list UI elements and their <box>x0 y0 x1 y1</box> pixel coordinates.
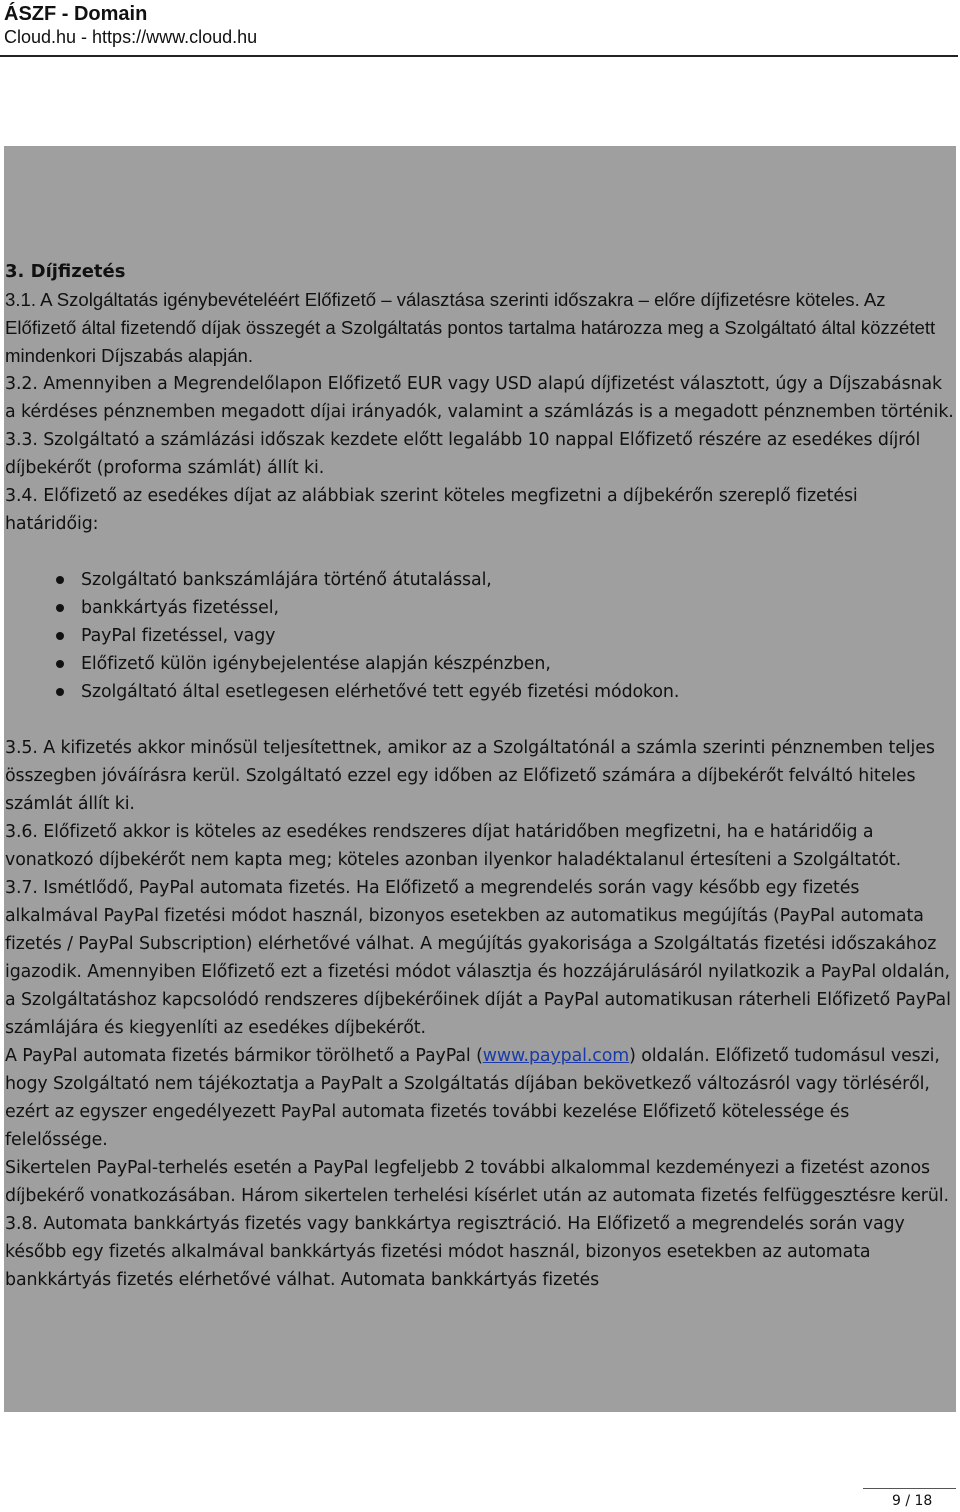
paypal-cancel-text: A PayPal automata fizetés bármikor törölhető a PayPal ( <box>5 1046 483 1066</box>
footer-divider <box>863 1488 956 1489</box>
list-item-text: bankkártyás fizetéssel, <box>81 598 279 618</box>
paragraph-paypal-failed: Sikertelen PayPal-terhelés esetén a PayPal legfeljebb 2 további alkalommal kezdeményezi a fizetést azonos díjbekérő vonatkozásában. Három sikertelen terhelési kísérlet után az automata fizetés felfüggesztésre kerül. <box>5 1158 949 1206</box>
page-number: 9 / 18 <box>892 1493 933 1509</box>
list-item <box>5 594 955 622</box>
document-title: ÁSZF - Domain <box>4 3 148 25</box>
list-item-text: Szolgáltató által esetlegesen elérhetővé tett egyéb fizetési módokon. <box>81 682 680 702</box>
section-heading: 3. Díjfizetés <box>5 261 126 282</box>
bullet-icon <box>56 688 64 696</box>
paragraph-3-6: 3.6. Előfizető akkor is köteles az esedékes rendszeres díjat határidőben megfizetni, ha e határidőig a vonatkozó díjbekérőt nem kapta meg; köteles azonban ilyenkor haladéktalanul értesíteni a Szolgáltatót. <box>5 822 902 870</box>
site-url: Cloud.hu - https://www.cloud.hu <box>4 27 258 47</box>
list-item <box>5 650 955 678</box>
paragraph-paypal-cancel <box>5 1042 955 1154</box>
payment-methods-list <box>5 566 955 706</box>
list-item-text: Szolgáltató bankszámlájára történő átutalással, <box>81 570 492 590</box>
list-item <box>5 622 955 650</box>
section-content <box>5 258 955 1294</box>
paypal-cancel-text-cont: ) oldalán. Előfizető tudomásul veszi, hogy Szolgáltató nem tájékoztatja a PayPalt a Szolgáltatás díjában bekövetkező változásról vagy törléséről, ezért az egyszer engedélyezett PayPal automata fizetés további kezelése Előfizető kötelessége és felelőssége. <box>5 1046 940 1150</box>
document-header <box>4 2 257 48</box>
bullet-icon <box>56 604 64 612</box>
bullet-icon <box>56 576 64 584</box>
list-item-text: Előfizető külön igénybejelentése alapján készpénzben, <box>81 654 551 674</box>
bullet-icon <box>56 660 64 668</box>
paragraph-3-8: 3.8. Automata bankkártyás fizetés vagy bankkártya regisztráció. Ha Előfizető a megrendelés során vagy később egy fizetés alkalmával bankkártyás fizetési módot használ, bizonyos esetekben az automata bankkártyás fizetés elérhetővé válhat. Automata bankkártyás fizetés <box>5 1214 905 1290</box>
paragraph-3-2: 3.2. Amennyiben a Megrendelőlapon Előfizető EUR vagy USD alapú díjfizetést választott, úgy a Díjszabásnak a kérdéses pénznemben megadott díjai irányadók, valamint a számlázás is a megadott pénznemben történik. <box>5 374 954 422</box>
list-item <box>5 678 955 706</box>
content-panel <box>4 146 956 1412</box>
list-item <box>5 566 955 594</box>
header-divider <box>0 55 958 57</box>
paragraph-3-7: 3.7. Ismétlődő, PayPal automata fizetés. Ha Előfizető a megrendelés során vagy később egy fizetés alkalmával PayPal fizetési módot használ, bizonyos esetekben az automatikus megújítás (PayPal automata fizetés / PayPal Subscription) elérhetővé válhat. A megújítás gyakorisága a Szolgáltatás fizetési időszakához igazodik. Amennyiben Előfizető ezt a fizetési módot választja és hozzájárulásáról nyilatkozik a PayPal oldalán, a Szolgáltatáshoz kapcsolódó rendszeres díjbekérőinek díját a PayPal automatikusan ráterheli Előfizető PayPal számlájára és kiegyenlíti az esedékes díjbekérőt. <box>5 878 951 1038</box>
paragraph-3-4: 3.4. Előfizető az esedékes díjat az alábbiak szerint köteles megfizetni a díjbekérőn szereplő fizetési határidőig: <box>5 486 858 534</box>
list-item-text: PayPal fizetéssel, vagy <box>81 626 276 646</box>
bullet-icon <box>56 632 64 640</box>
paragraph-3-1: 3.1. A Szolgáltatás igénybevételéért Előfizető – választása szerinti időszakra – előre díjfizetésre köteles. Az Előfizető által fizetendő díjak összegét a Szolgáltatás pontos tartalma határozza meg a Szolgáltató által közzétett mindenkori Díjszabás alapján. <box>5 289 936 366</box>
paypal-link[interactable]: www.paypal.com <box>482 1046 630 1066</box>
paragraph-3-3: 3.3. Szolgáltató a számlázási időszak kezdete előtt legalább 10 nappal Előfizető részére az esedékes díjról díjbekérőt (proforma számlát) állít ki. <box>5 430 921 478</box>
paragraph-3-5: 3.5. A kifizetés akkor minősül teljesítettnek, amikor az a Szolgáltatónál a számla szerinti pénznemben teljes összegben jóváírásra kerül. Szolgáltató ezzel egy időben az Előfizető számára a díjbekérőt felváltó hiteles számlát állít ki. <box>5 738 935 814</box>
